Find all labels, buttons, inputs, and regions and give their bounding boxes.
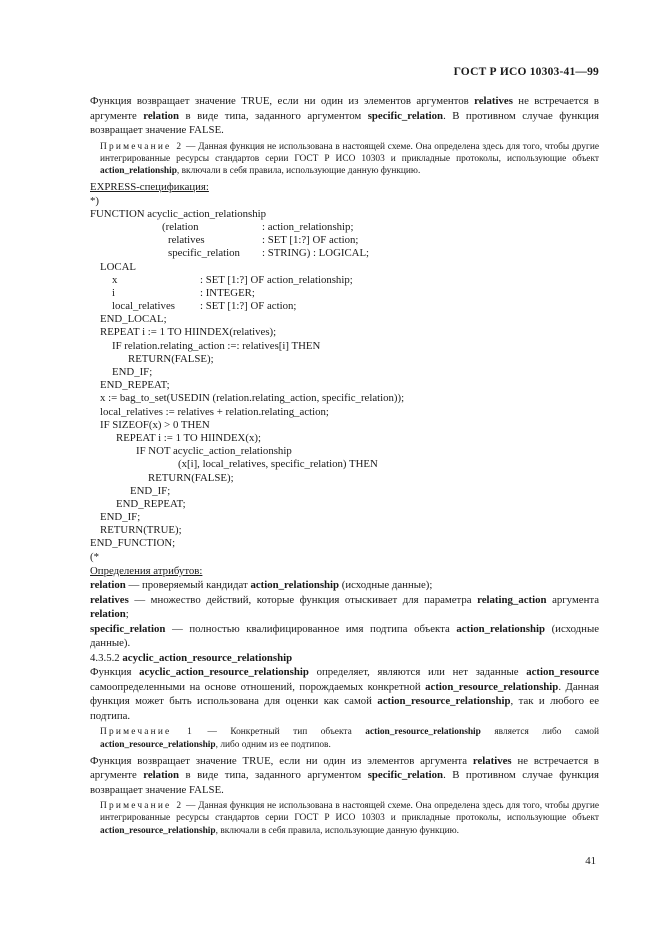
term: specific_relation [90, 622, 166, 635]
code-text: IF SIZEOF(x) > 0 THEN [100, 418, 210, 431]
text: в виде типа, заданного аргументом [179, 109, 368, 122]
code-line [90, 300, 599, 313]
text: ; [125, 608, 129, 621]
paragraph-return-value [90, 94, 599, 138]
code-line [90, 458, 599, 471]
paragraph-function-description [90, 665, 599, 723]
text: является либо самой [480, 727, 599, 738]
code-line [90, 379, 599, 392]
code-line [90, 261, 599, 274]
code-text: x := bag_to_set(USEDIN (relation.relating_action, specific_relation)); [100, 392, 405, 405]
express-heading: EXPRESS-спецификация: [90, 181, 209, 194]
defs-heading: Определения атрибутов: [90, 564, 203, 577]
code-text: x [112, 273, 118, 286]
code-text: (* [90, 550, 99, 563]
text: , включали в себя правила, использующие данную функцию. [215, 825, 459, 836]
section-heading [90, 651, 599, 666]
code-line [90, 287, 599, 300]
note-1 [100, 726, 599, 750]
term: action_resource_relationship [425, 680, 559, 693]
text: . В противном случае функция возвращает значение FALSE. [90, 769, 599, 796]
text: не встречается в аргументе [90, 754, 599, 782]
code-type: : STRING) : LOGICAL; [262, 247, 370, 260]
code-line [90, 392, 599, 405]
term: action_relationship [456, 622, 545, 635]
code-text: IF relation.relating_action :=: relatives[i] THEN [112, 339, 321, 352]
code-line [90, 274, 599, 287]
code-text: RETURN(FALSE); [128, 352, 214, 365]
text: Функция возвращает значение TRUE, если ни один из элементов аргументов [90, 95, 475, 107]
note-2-second [100, 800, 599, 837]
section-number: 4.3.5.2 [90, 651, 123, 664]
code-text: relatives [168, 234, 205, 247]
code-text: END_FUNCTION; [90, 537, 176, 550]
code-line [90, 340, 599, 353]
code-line [90, 247, 599, 260]
term: specific_relation [367, 109, 444, 122]
code-text: specific_relation [168, 247, 240, 260]
code-text: *) [90, 194, 99, 207]
term: relation [143, 769, 180, 782]
code-text: END_IF; [130, 484, 171, 497]
code-text: REPEAT i := 1 TO HIINDEX(x); [116, 431, 261, 444]
code-text: i [112, 286, 115, 299]
text: в виде типа, заданного аргументом [179, 769, 368, 782]
express-label [90, 180, 599, 195]
term: acyclic_action_resource_relationship [139, 666, 309, 679]
text: . Данная функция может быть использована для оценки как самой [90, 680, 599, 708]
term: action_resource_relationship [377, 695, 511, 708]
code-text: LOCAL [100, 260, 136, 273]
term: action_relationship [250, 579, 340, 592]
code-line [90, 234, 599, 247]
term: relatives [474, 95, 513, 107]
term: relating_action [477, 593, 547, 606]
text: , включали в себя правила, использующие данную функцию. [176, 165, 421, 176]
note-label: Примечание 2 [100, 801, 184, 812]
term: relation [90, 579, 126, 592]
defs-label [90, 564, 599, 579]
code-line [90, 432, 599, 445]
def-specific-relation [90, 622, 599, 651]
code-line [90, 498, 599, 511]
code-text: END_REPEAT; [100, 379, 170, 392]
def-relatives [90, 593, 599, 622]
code-line [90, 326, 599, 339]
text: Функция [90, 666, 140, 679]
code-text: END_LOCAL; [100, 313, 167, 326]
code-text: FUNCTION acyclic_action_relationship [90, 207, 267, 220]
term: relation [90, 608, 126, 621]
code-line [90, 313, 599, 326]
code-text: (relation [162, 220, 199, 233]
text: (исходные данные); [339, 579, 433, 592]
code-text: local_relatives [112, 300, 175, 313]
code-line [90, 221, 599, 234]
text: определяет, являются или нет заданные [308, 666, 527, 679]
attribute-definitions [90, 578, 599, 651]
code-text: END_IF; [112, 366, 153, 379]
code-line [90, 445, 599, 458]
term: action_resource_relationship [100, 739, 216, 750]
text: , либо одним из ее подтипов. [215, 739, 331, 750]
code-line [90, 472, 599, 485]
text: не встречается в аргументе [90, 95, 599, 122]
text: — Конкретный тип объекта [193, 727, 366, 738]
note-label: Примечание 2 [100, 141, 184, 152]
term: action_resource_relationship [100, 825, 216, 836]
text: — Данная функция не использована в настоящей схеме. Она определена здесь для того, чтобы другие интегрированные ресурсы стандартов серии ГОСТ Р ИСО 10303 и прикладные протоколы, использующие объект [100, 801, 599, 824]
term: action_relationship [100, 165, 177, 176]
code-text: RETURN(TRUE); [100, 524, 182, 537]
code-text: IF NOT acyclic_action_relationship [136, 445, 292, 458]
page-number: 41 [585, 855, 596, 867]
term: specific_relation [367, 769, 444, 782]
section-title: acyclic_action_resource_relationship [122, 651, 293, 664]
document-header: ГОСТ Р ИСО 10303-41—99 [453, 66, 599, 78]
code-line [90, 208, 599, 221]
code-type: : SET [1:?] OF action_relationship; [200, 273, 353, 286]
code-line [90, 366, 599, 379]
text: — Данная функция не использована в настоящей схеме. Она определена здесь для того, чтобы другие интегрированные ресурсы стандартов серии ГОСТ Р ИСО 10303 и прикладные протоколы, использующие объект [100, 141, 599, 164]
text: — проверяемый кандидат [125, 579, 251, 592]
text: — полностью квалифицированное имя подтипа объекта [165, 622, 457, 635]
express-code-block [90, 195, 599, 564]
code-type: : INTEGER; [200, 286, 255, 299]
note-2 [100, 141, 599, 178]
code-type: : SET [1:?] OF action; [200, 300, 297, 313]
code-type: : SET [1:?] OF action; [262, 234, 359, 247]
code-line [90, 551, 599, 564]
term: action_resource_relationship [365, 727, 481, 738]
code-text: local_relatives := relatives + relation.relating_action; [100, 405, 329, 418]
code-text: REPEAT i := 1 TO HIINDEX(relatives); [100, 326, 277, 339]
text: . В противном случае функция возвращает значение FALSE. [90, 109, 599, 136]
code-line [90, 511, 599, 524]
code-type: : action_relationship; [262, 220, 354, 233]
code-line [90, 406, 599, 419]
code-text: END_REPEAT; [116, 497, 186, 510]
term: relation [143, 109, 180, 122]
term: action_resource [526, 666, 599, 679]
paragraph-return-value-2 [90, 754, 599, 798]
code-line [90, 485, 599, 498]
text: Функция возвращает значение TRUE, если ни один из элементов аргумента [90, 754, 473, 767]
code-line [90, 524, 599, 537]
term: relatives [472, 754, 512, 767]
code-line [90, 419, 599, 432]
code-line [90, 353, 599, 366]
text: самоопределенными на основе отношений, порождаемых конкретной [90, 680, 426, 693]
text: аргумента [546, 593, 599, 606]
code-line [90, 537, 599, 550]
text: — множество действий, которые функция отыскивает для параметра [128, 593, 478, 606]
def-relation [90, 578, 599, 593]
term: relatives [90, 593, 129, 606]
code-text: END_IF; [100, 511, 141, 524]
page-content [90, 94, 599, 840]
text: (исходные данные). [90, 622, 600, 650]
text: , так и любого ее подтипа. [90, 695, 599, 722]
code-line [90, 195, 599, 208]
note-label: Примечание 1 [100, 727, 194, 738]
code-text: RETURN(FALSE); [148, 471, 234, 484]
code-text: (x[i], local_relatives, specific_relation) THEN [178, 458, 378, 471]
